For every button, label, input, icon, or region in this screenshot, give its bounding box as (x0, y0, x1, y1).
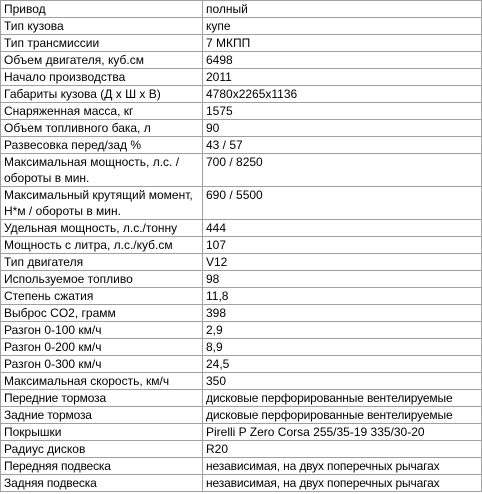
spec-label: Удельная мощность, л.с./тонну (1, 220, 203, 237)
table-row (1, 52, 482, 69)
spec-label: Разгон 0-300 км/ч (1, 356, 203, 373)
spec-label: Радиус дисков (1, 441, 203, 458)
spec-label: Объем топливного бака, л (1, 120, 203, 137)
spec-value: независимая, на двух поперечных рычагах (203, 458, 482, 475)
spec-label: Степень сжатия (1, 288, 203, 305)
spec-value: купе (203, 18, 482, 35)
table-row (1, 424, 482, 441)
spec-value: 444 (203, 220, 482, 237)
spec-label: Используемое топливо (1, 271, 203, 288)
table-row (1, 373, 482, 390)
table-row (1, 154, 482, 187)
spec-label: Развесовка перед/зад % (1, 137, 203, 154)
spec-value: 107 (203, 237, 482, 254)
spec-value: 43 / 57 (203, 137, 482, 154)
spec-label: Начало производства (1, 69, 203, 86)
spec-label: Разгон 0-200 км/ч (1, 339, 203, 356)
table-row (1, 288, 482, 305)
spec-label: Выброс CO2, грамм (1, 305, 203, 322)
table-row (1, 86, 482, 103)
spec-value: дисковые перфорированные вентелируемые (203, 390, 482, 407)
table-row (1, 18, 482, 35)
spec-value: Pirelli P Zero Corsa 255/35-19 335/30-20 (203, 424, 482, 441)
spec-value: полный (203, 1, 482, 18)
spec-label: Максимальная скорость, км/ч (1, 373, 203, 390)
spec-value: 98 (203, 271, 482, 288)
spec-value: 7 МКПП (203, 35, 482, 52)
table-row (1, 458, 482, 475)
spec-value: 1575 (203, 103, 482, 120)
spec-label: Задние тормоза (1, 407, 203, 424)
table-row (1, 35, 482, 52)
spec-label: Объем двигателя, куб.см (1, 52, 203, 69)
spec-label: Тип трансмиссии (1, 35, 203, 52)
spec-value: 4780x2265x1136 (203, 86, 482, 103)
spec-value: 690 / 5500 (203, 187, 482, 220)
spec-label: Тип двигателя (1, 254, 203, 271)
spec-value: независимая, на двух поперечных рычагах (203, 475, 482, 492)
spec-label: Передняя подвеска (1, 458, 203, 475)
table-row (1, 305, 482, 322)
table-row (1, 120, 482, 137)
table-row (1, 254, 482, 271)
table-row (1, 390, 482, 407)
spec-label: Снаряженная масса, кг (1, 103, 203, 120)
spec-label: Мощность с литра, л.с./куб.см (1, 237, 203, 254)
spec-value: 700 / 8250 (203, 154, 482, 187)
table-row (1, 1, 482, 18)
table-row (1, 271, 482, 288)
spec-value: 24,5 (203, 356, 482, 373)
specs-table-body (1, 1, 482, 492)
spec-value: 350 (203, 373, 482, 390)
spec-value: 2011 (203, 69, 482, 86)
table-row (1, 339, 482, 356)
table-row (1, 237, 482, 254)
spec-label: Задняя подвеска (1, 475, 203, 492)
table-row (1, 441, 482, 458)
spec-value: 6498 (203, 52, 482, 69)
spec-label: Тип кузова (1, 18, 203, 35)
spec-label: Максимальный крутящий момент, Н*м / обороты в мин. (1, 187, 203, 220)
spec-value: 398 (203, 305, 482, 322)
table-row (1, 356, 482, 373)
spec-label: Габариты кузова (Д х Ш х В) (1, 86, 203, 103)
table-row (1, 475, 482, 492)
spec-value: 90 (203, 120, 482, 137)
table-row (1, 69, 482, 86)
spec-value: 2,9 (203, 322, 482, 339)
spec-label: Передние тормоза (1, 390, 203, 407)
spec-label: Покрышки (1, 424, 203, 441)
spec-value: дисковые перфорированные вентелируемые (203, 407, 482, 424)
spec-value: R20 (203, 441, 482, 458)
spec-label: Привод (1, 1, 203, 18)
spec-value: 11,8 (203, 288, 482, 305)
table-row (1, 137, 482, 154)
spec-value: 8,9 (203, 339, 482, 356)
spec-label: Максимальная мощность, л.с. / обороты в мин. (1, 154, 203, 187)
spec-label: Разгон 0-100 км/ч (1, 322, 203, 339)
table-row (1, 407, 482, 424)
table-row (1, 322, 482, 339)
spec-value: V12 (203, 254, 482, 271)
table-row (1, 220, 482, 237)
table-row (1, 187, 482, 220)
table-row (1, 103, 482, 120)
